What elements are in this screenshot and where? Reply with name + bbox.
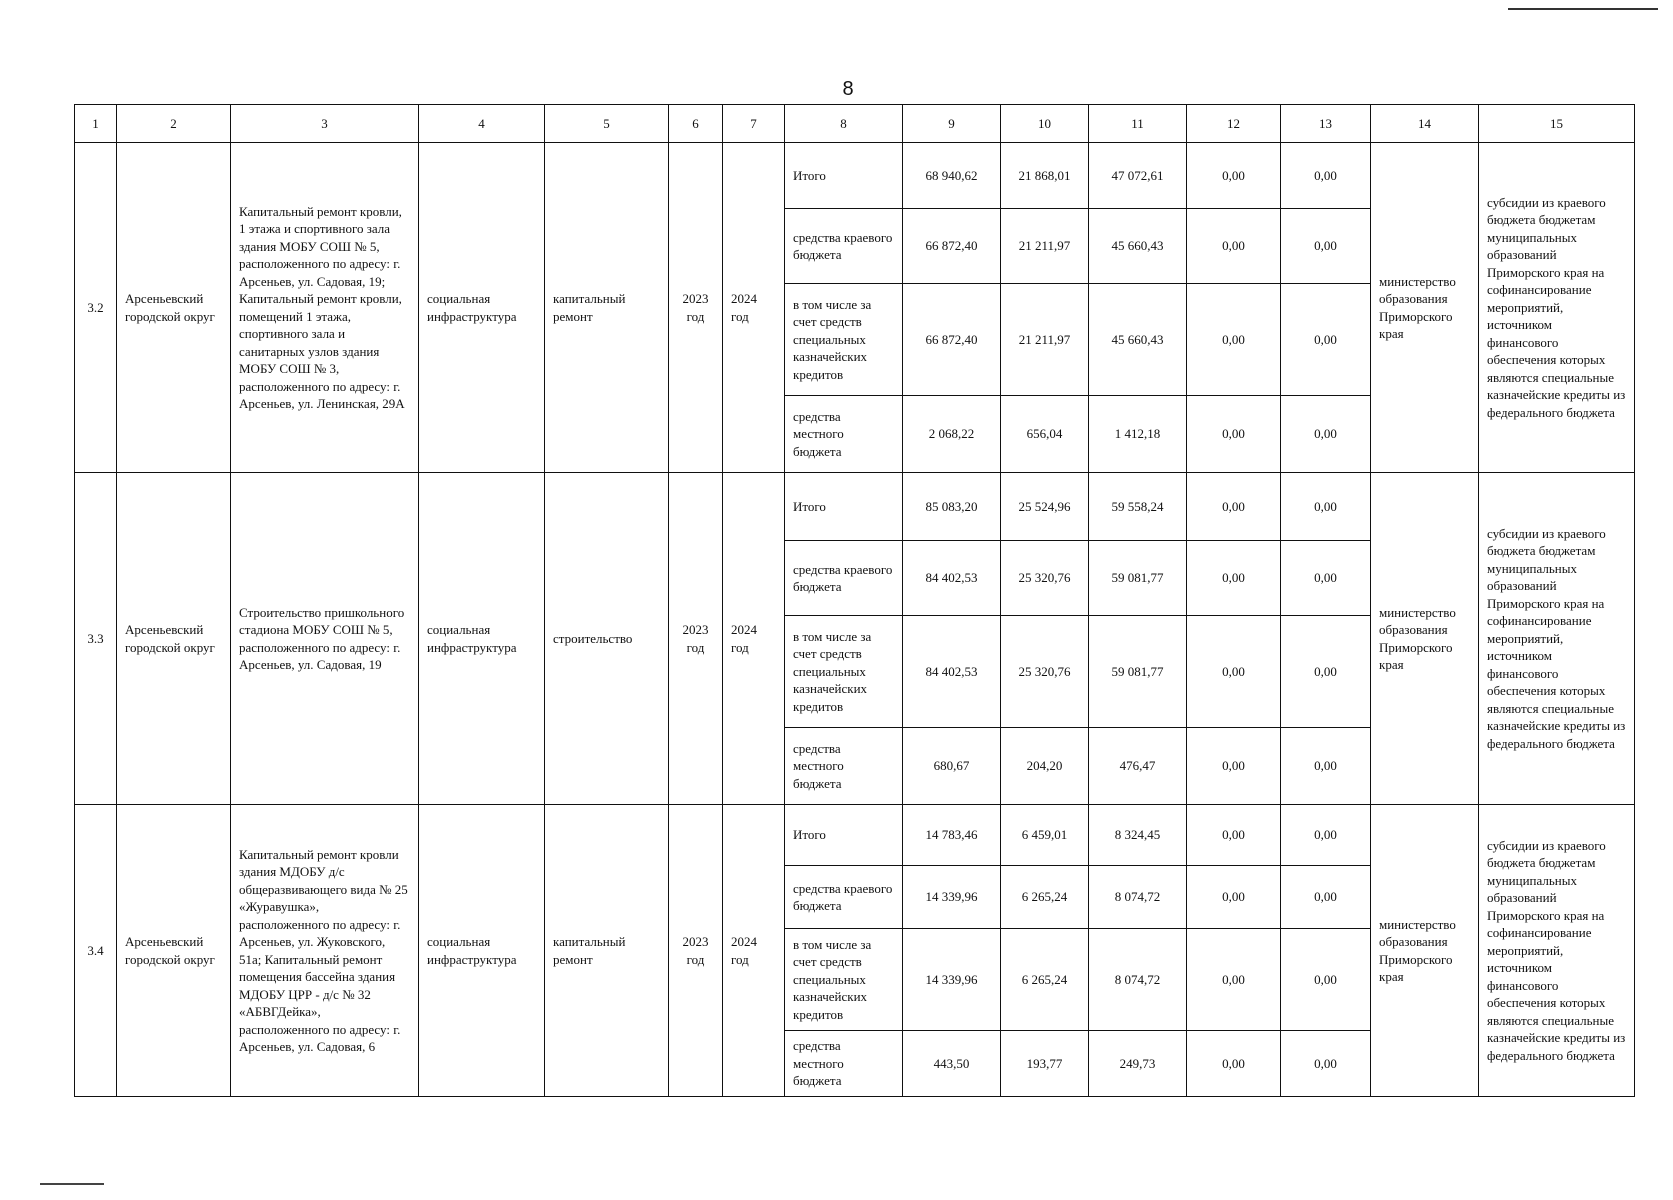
header-cell: 4	[419, 105, 545, 143]
header-cell: 14	[1371, 105, 1479, 143]
amount-2024: 59 081,77	[1089, 541, 1187, 616]
amount-2023: 6 459,01	[1001, 805, 1089, 866]
amount-total: 443,50	[903, 1031, 1001, 1097]
amount-total: 66 872,40	[903, 284, 1001, 396]
source-label: в том числе за счет средств специальных казначейских кредитов	[785, 929, 903, 1031]
amount-col13: 0,00	[1281, 1031, 1371, 1097]
start-year-cell: 2023 год	[669, 473, 723, 805]
amount-2023: 25 320,76	[1001, 541, 1089, 616]
source-label: в том числе за счет средств специальных казначейских кредитов	[785, 616, 903, 728]
note-cell: субсидии из краевого бюджета бюджетам муниципальных образований Приморского края на софинансирование мероприятий, источником финансового обеспечения которых являются специальные казначейские кредиты из федерального бюджета	[1479, 805, 1635, 1097]
end-year-cell: 2024 год	[723, 473, 785, 805]
amount-2024: 59 558,24	[1089, 473, 1187, 541]
source-label: Итого	[785, 473, 903, 541]
amount-col13: 0,00	[1281, 866, 1371, 929]
amount-col13: 0,00	[1281, 473, 1371, 541]
object-cell: Капитальный ремонт кровли здания МДОБУ д/с общеразвивающего вида № 25 «Журавушка», расположенного по адресу: г. Арсеньев, ул. Жуковского, 51а; Капитальный ремонт помещения бассейна здания МДОБУ ЦРР - д/с № 32 «АБВГДейка», расположенного по адресу: г. Арсеньев, ул. Садовая, 6	[231, 805, 419, 1097]
header-cell: 5	[545, 105, 669, 143]
header-cell: 12	[1187, 105, 1281, 143]
amount-col12: 0,00	[1187, 728, 1281, 805]
amount-2024: 59 081,77	[1089, 616, 1187, 728]
category-cell: социальная инфраструктура	[419, 143, 545, 473]
amount-2024: 8 074,72	[1089, 929, 1187, 1031]
amount-total: 68 940,62	[903, 143, 1001, 209]
amount-total: 84 402,53	[903, 616, 1001, 728]
object-cell: Строительство пришкольного стадиона МОБУ СОШ № 5, расположенного по адресу: г. Арсеньев, ул. Садовая, 19	[231, 473, 419, 805]
amount-col12: 0,00	[1187, 1031, 1281, 1097]
amount-total: 14 339,96	[903, 929, 1001, 1031]
source-label: Итого	[785, 805, 903, 866]
amount-2023: 21 211,97	[1001, 209, 1089, 284]
amount-2024: 45 660,43	[1089, 284, 1187, 396]
scan-mark-top	[1508, 8, 1658, 10]
amount-col13: 0,00	[1281, 396, 1371, 473]
amount-col13: 0,00	[1281, 616, 1371, 728]
table-body	[75, 143, 1635, 1097]
note-cell: субсидии из краевого бюджета бюджетам муниципальных образований Приморского края на софинансирование мероприятий, источником финансового обеспечения которых являются специальные казначейские кредиты из федерального бюджета	[1479, 473, 1635, 805]
municipality-cell: Арсеньевский городской округ	[117, 473, 231, 805]
scan-mark-bottom	[40, 1183, 104, 1185]
budget-table	[74, 104, 1635, 1097]
start-year-cell: 2023 год	[669, 805, 723, 1097]
header-cell: 13	[1281, 105, 1371, 143]
row-number: 3.4	[75, 805, 117, 1097]
source-label: средства краевого бюджета	[785, 866, 903, 929]
header-cell: 3	[231, 105, 419, 143]
amount-col12: 0,00	[1187, 616, 1281, 728]
amount-col12: 0,00	[1187, 143, 1281, 209]
header-cell: 8	[785, 105, 903, 143]
amount-col12: 0,00	[1187, 396, 1281, 473]
amount-col13: 0,00	[1281, 929, 1371, 1031]
amount-col13: 0,00	[1281, 209, 1371, 284]
amount-col13: 0,00	[1281, 805, 1371, 866]
source-label: средства местного бюджета	[785, 728, 903, 805]
header-cell: 2	[117, 105, 231, 143]
amount-2023: 193,77	[1001, 1031, 1089, 1097]
source-label: средства местного бюджета	[785, 1031, 903, 1097]
amount-col12: 0,00	[1187, 473, 1281, 541]
source-label: Итого	[785, 143, 903, 209]
amount-2023: 21 868,01	[1001, 143, 1089, 209]
category-cell: социальная инфраструктура	[419, 473, 545, 805]
header-cell: 10	[1001, 105, 1089, 143]
amount-total: 84 402,53	[903, 541, 1001, 616]
work-type-cell: строительство	[545, 473, 669, 805]
amount-2023: 6 265,24	[1001, 929, 1089, 1031]
source-label: в том числе за счет средств специальных казначейских кредитов	[785, 284, 903, 396]
amount-col12: 0,00	[1187, 805, 1281, 866]
amount-2023: 21 211,97	[1001, 284, 1089, 396]
amount-col12: 0,00	[1187, 284, 1281, 396]
work-type-cell: капитальный ремонт	[545, 143, 669, 473]
municipality-cell: Арсеньевский городской округ	[117, 143, 231, 473]
source-label: средства краевого бюджета	[785, 209, 903, 284]
amount-2024: 1 412,18	[1089, 396, 1187, 473]
end-year-cell: 2024 год	[723, 805, 785, 1097]
start-year-cell: 2023 год	[669, 143, 723, 473]
end-year-cell: 2024 год	[723, 143, 785, 473]
header-cell: 15	[1479, 105, 1635, 143]
header-row	[75, 105, 1635, 143]
amount-2023: 6 265,24	[1001, 866, 1089, 929]
source-label: средства местного бюджета	[785, 396, 903, 473]
source-label: средства краевого бюджета	[785, 541, 903, 616]
table-row	[75, 805, 1635, 866]
header-cell: 1	[75, 105, 117, 143]
amount-2023: 656,04	[1001, 396, 1089, 473]
amount-col12: 0,00	[1187, 541, 1281, 616]
amount-col12: 0,00	[1187, 866, 1281, 929]
amount-col13: 0,00	[1281, 143, 1371, 209]
amount-2024: 8 324,45	[1089, 805, 1187, 866]
amount-total: 66 872,40	[903, 209, 1001, 284]
amount-2024: 476,47	[1089, 728, 1187, 805]
row-number: 3.2	[75, 143, 117, 473]
ministry-cell: министерство образования Приморского края	[1371, 805, 1479, 1097]
amount-col12: 0,00	[1187, 929, 1281, 1031]
page-number: 8	[842, 78, 854, 100]
amount-col13: 0,00	[1281, 728, 1371, 805]
header-cell: 11	[1089, 105, 1187, 143]
amount-2023: 25 524,96	[1001, 473, 1089, 541]
ministry-cell: министерство образования Приморского края	[1371, 473, 1479, 805]
amount-col12: 0,00	[1187, 209, 1281, 284]
work-type-cell: капитальный ремонт	[545, 805, 669, 1097]
amount-2023: 25 320,76	[1001, 616, 1089, 728]
table-row	[75, 143, 1635, 209]
amount-2024: 249,73	[1089, 1031, 1187, 1097]
amount-total: 85 083,20	[903, 473, 1001, 541]
ministry-cell: министерство образования Приморского края	[1371, 143, 1479, 473]
header-cell: 9	[903, 105, 1001, 143]
amount-total: 14 339,96	[903, 866, 1001, 929]
amount-total: 2 068,22	[903, 396, 1001, 473]
municipality-cell: Арсеньевский городской округ	[117, 805, 231, 1097]
row-number: 3.3	[75, 473, 117, 805]
category-cell: социальная инфраструктура	[419, 805, 545, 1097]
amount-total: 14 783,46	[903, 805, 1001, 866]
header-cell: 7	[723, 105, 785, 143]
amount-2024: 47 072,61	[1089, 143, 1187, 209]
amount-2023: 204,20	[1001, 728, 1089, 805]
amount-col13: 0,00	[1281, 541, 1371, 616]
amount-2024: 45 660,43	[1089, 209, 1187, 284]
table-row	[75, 473, 1635, 541]
header-cell: 6	[669, 105, 723, 143]
table-header	[75, 105, 1635, 143]
amount-total: 680,67	[903, 728, 1001, 805]
amount-2024: 8 074,72	[1089, 866, 1187, 929]
object-cell: Капитальный ремонт кровли, 1 этажа и спортивного зала здания МОБУ СОШ № 5, расположенного по адресу: г. Арсеньев, ул. Садовая, 19; Капитальный ремонт кровли, помещений 1 этажа, спортивного зала и санитарных узлов здания МОБУ СОШ № 3, расположенного по адресу: г. Арсеньев, ул. Ленинская, 29А	[231, 143, 419, 473]
amount-col13: 0,00	[1281, 284, 1371, 396]
note-cell: субсидии из краевого бюджета бюджетам муниципальных образований Приморского края на софинансирование мероприятий, источником финансового обеспечения которых являются специальные казначейские кредиты из федерального бюджета	[1479, 143, 1635, 473]
